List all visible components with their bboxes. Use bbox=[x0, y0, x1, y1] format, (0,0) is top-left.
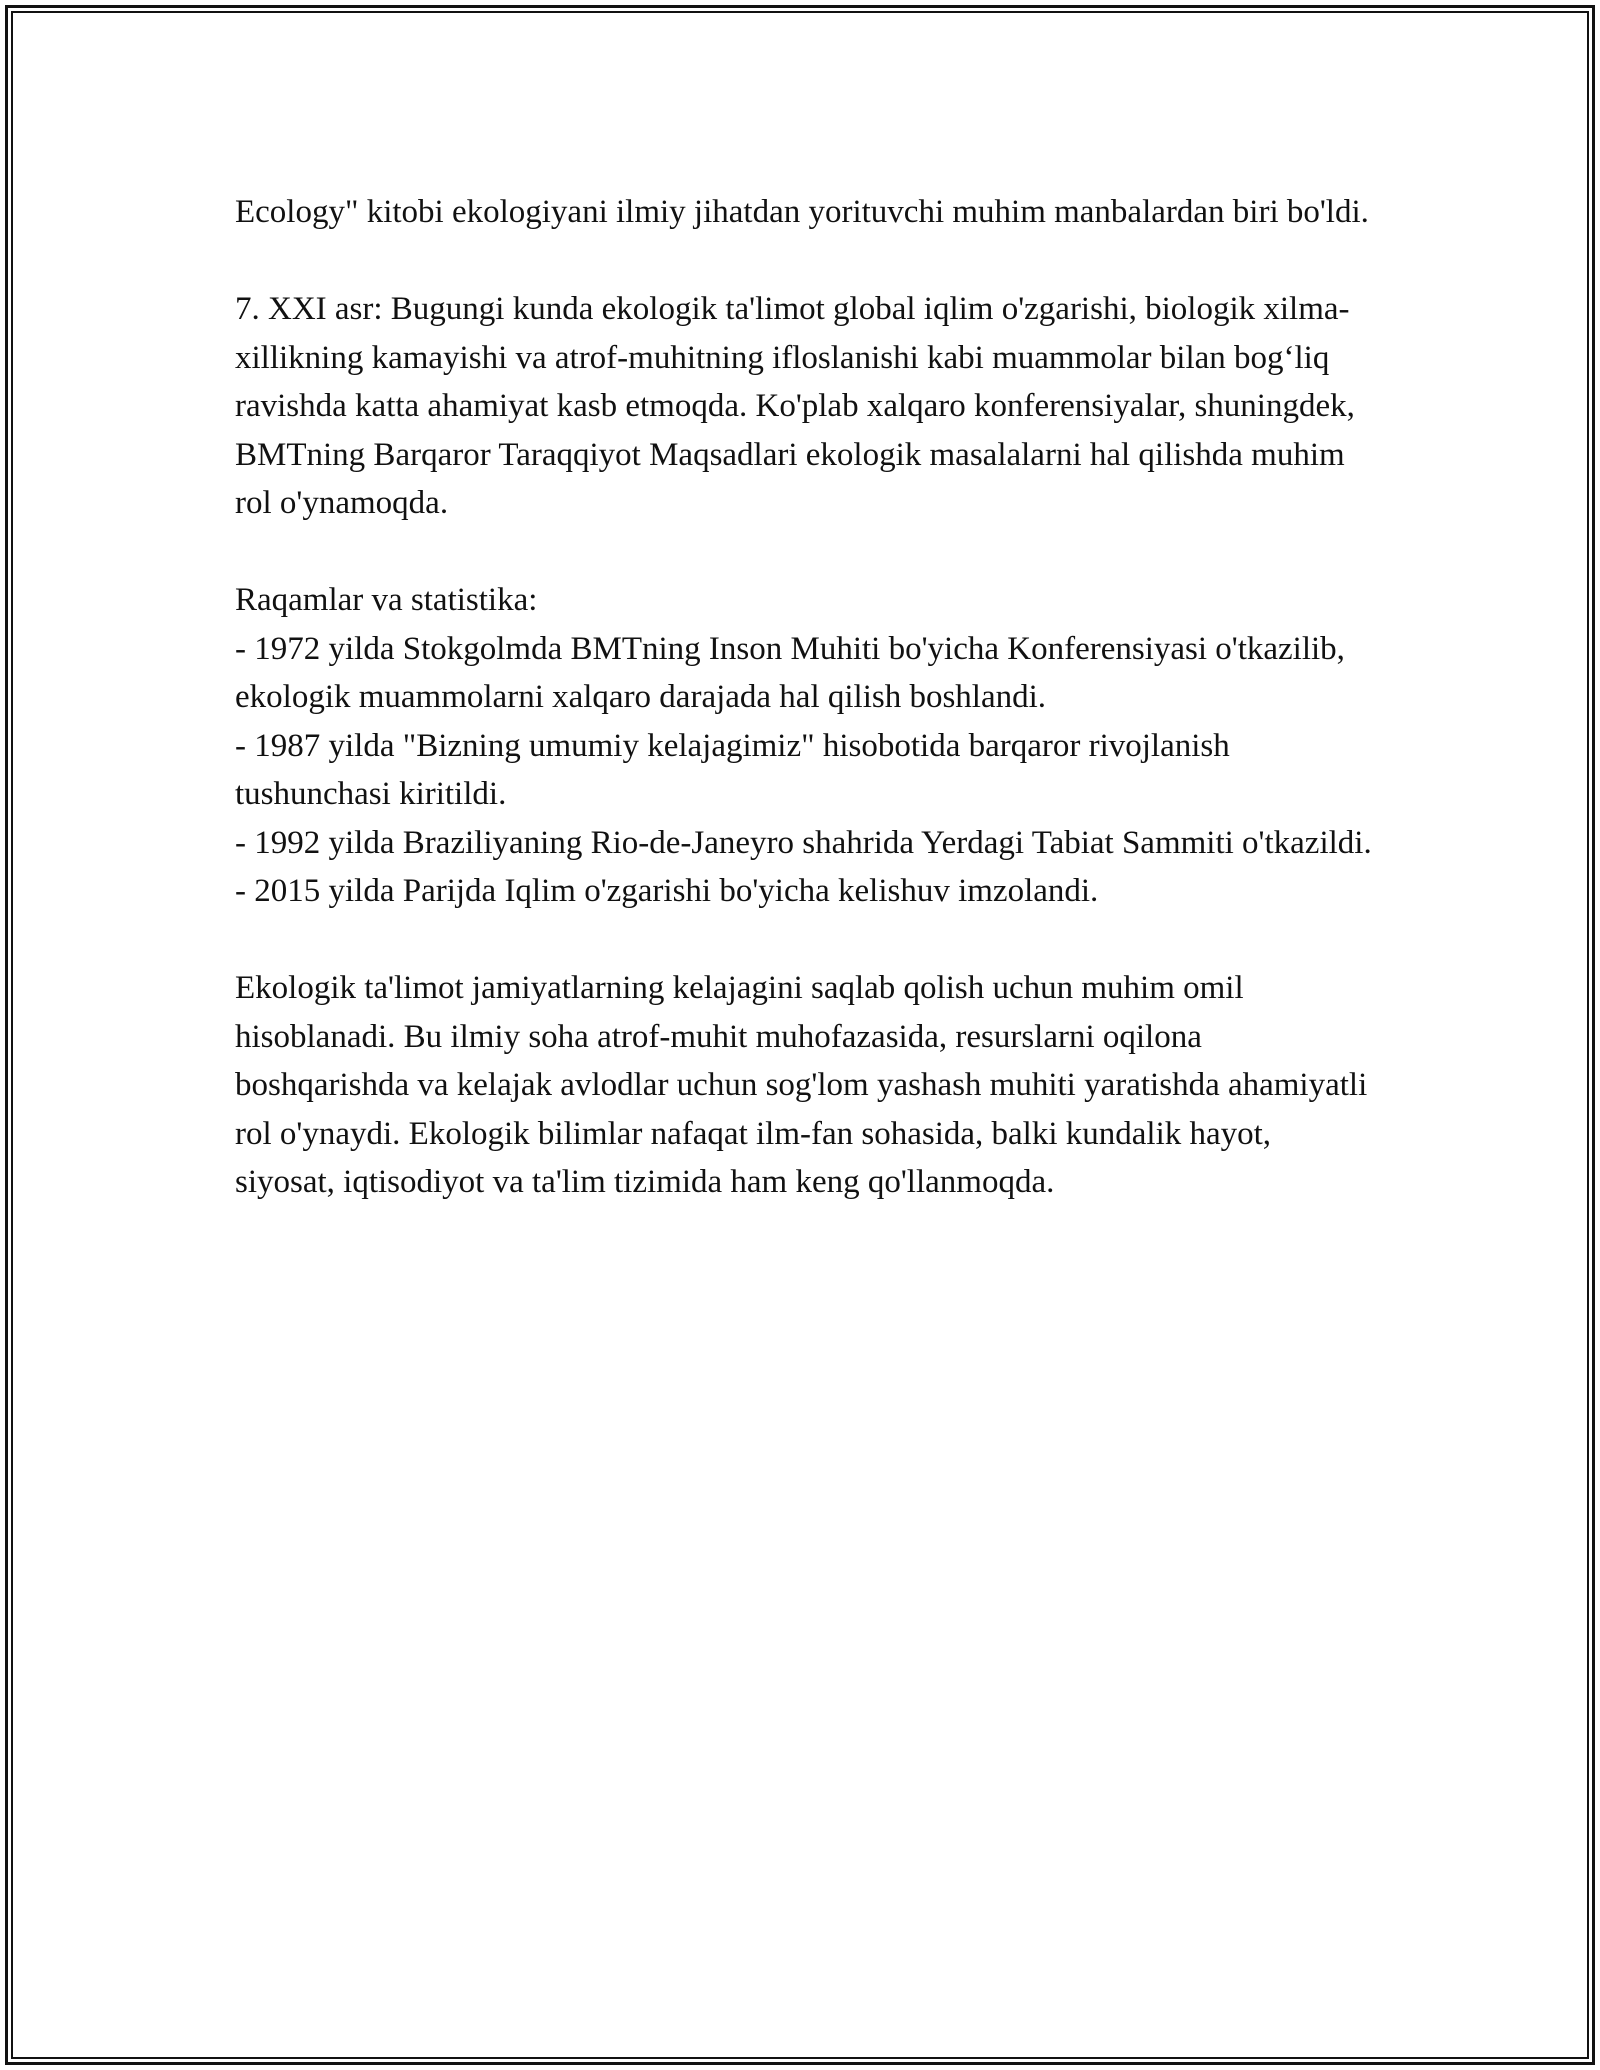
paragraph-ecology-book: Ecology" kitobi ekologiyani ilmiy jihatdan yorituvchi muhim manbalardan biri bo'ldi. bbox=[235, 194, 1369, 230]
document-body bbox=[235, 188, 1375, 1207]
stats-list bbox=[235, 625, 1375, 916]
paragraph-21st-century: 7. XXI asr: Bugungi kunda ekologik ta'limot global iqlim o'zgarishi, biologik xilma-xillikning kamayishi va atrof-muhitning ifloslanishi kabi muammolar bilan bog‘liq ravishda katta ahamiyat kasb etmoqda. Ko'plab xalqaro konferensiyalar, shuningdek, BMTning Barqaror Taraqqiyot Maqsadlari ekologik masalalarni hal qilishda muhim rol o'ynamoqda. bbox=[235, 291, 1355, 521]
paragraph-conclusion: Ekologik ta'limot jamiyatlarning kelajagini saqlab qolish uchun muhim omil hisoblanadi. Bu ilmiy soha atrof-muhit muhofazasida, resurslarni oqilona boshqarishda va kelajak avlodlar uchun sog'lom yashash muhiti yaratishda ahamiyatli rol o'ynaydi. Ekologik bilimlar nafaqat ilm-fan sohasida, balki kundalik hayot, siyosat, iqtisodiyot va ta'lim tizimida ham keng qo'llanmoqda. bbox=[235, 970, 1368, 1200]
stats-item-1987: - 1987 yilda "Bizning umumiy kelajagimiz" hisobotida barqaror rivojlanish tushunchasi kiritildi. bbox=[235, 727, 1230, 812]
stats-item-2015: - 2015 yilda Parijda Iqlim o'zgarishi bo'yicha kelishuv imzolandi. bbox=[235, 873, 1099, 909]
stats-heading: Raqamlar va statistika: bbox=[235, 582, 538, 618]
stats-item-1972: - 1972 yilda Stokgolmda BMTning Inson Muhiti bo'yicha Konferensiyasi o'tkazilib, ekologik muammolarni xalqaro darajada hal qilish boshlandi. bbox=[235, 630, 1345, 715]
stats-item-1992: - 1992 yilda Braziliyaning Rio-de-Janeyro shahrida Yerdagi Tabiat Sammiti o'tkazildi. bbox=[235, 824, 1372, 861]
